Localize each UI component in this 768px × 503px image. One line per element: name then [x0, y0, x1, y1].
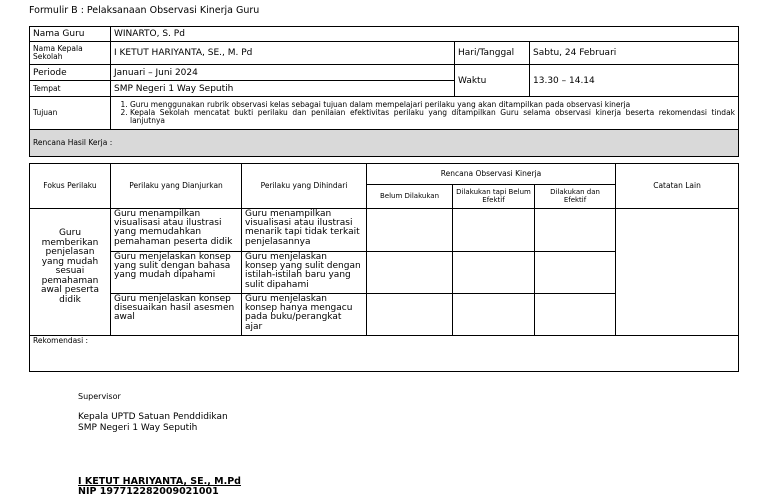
text-line: Guru menjelaskan: [245, 252, 327, 262]
jabatan-line-2: SMP Negeri 1 Way Seputih: [78, 423, 198, 433]
text-line: visualisasi atau ilustrasi: [245, 218, 353, 229]
text-line: menarik tapi tidak terkait: [245, 227, 360, 238]
checkbox-cell[interactable]: [535, 252, 616, 294]
rencana-hasil-kerja: Rencana Hasil Kerja :: [30, 130, 739, 157]
dihindari-cell: [242, 252, 367, 294]
text-line: yang sulit dengan bahasa: [114, 261, 231, 272]
dianjurkan-cell: [111, 252, 242, 294]
jabatan-line-1: Kepala UPTD Satuan Penddidikan: [78, 412, 228, 422]
nama-guru-label: Nama Guru: [30, 27, 111, 42]
text-line: konsep yang sulit dengan: [245, 261, 361, 272]
dihindari-cell: [242, 209, 367, 252]
tujuan-list: [111, 97, 739, 130]
waktu-label: Waktu: [455, 65, 530, 97]
col-dilakukan-efektif: Dilakukan dan Efektif: [535, 185, 616, 209]
form-title: Formulir B : Pelaksanaan Observasi Kinerja Guru: [29, 5, 260, 16]
col-rencana-observasi: Rencana Observasi Kinerja: [367, 164, 616, 185]
text-line: ajar: [245, 321, 263, 332]
checkbox-cell[interactable]: [453, 209, 535, 252]
text-line: Guru menjelaskan konsep: [114, 294, 231, 304]
periode-label: Periode: [30, 65, 111, 81]
waktu-value: 13.30 – 14.14: [530, 65, 739, 97]
text-line: Guru menampilkan: [245, 209, 332, 219]
text-line: konsep hanya mengacu: [245, 303, 353, 314]
text-line: awal: [114, 312, 135, 323]
col-fokus-perilaku: Fokus Perilaku: [30, 164, 111, 209]
nama-kepala-label: Nama Kepala Sekolah: [30, 42, 111, 65]
observation-table: [29, 163, 739, 372]
checkbox-cell[interactable]: [453, 252, 535, 294]
text-line: Guru menjelaskan: [245, 294, 327, 304]
text-line: yang memudahkan: [114, 227, 202, 238]
catatan-cell[interactable]: [616, 209, 739, 336]
checkbox-cell[interactable]: [367, 294, 453, 336]
text-line: pemahaman peserta didik: [114, 236, 233, 247]
text-line: disesuaikan hasil asesmen: [114, 303, 235, 314]
dianjurkan-cell: [111, 294, 242, 336]
tujuan-item: 1. Guru menggunakan rubrik observasi kelas sebagai tujuan dalam mempelajari perilaku yang akan ditampilkan pada observasi kinerja: [130, 101, 735, 109]
tempat-value: SMP Negeri 1 Way Seputih: [111, 81, 455, 97]
hari-value: Sabtu, 24 Februari: [530, 42, 739, 65]
nama-kepala-value: I KETUT HARIYANTA, SE., M. Pd: [111, 42, 455, 65]
supervisor-label: Supervisor: [78, 392, 121, 401]
text-line: Guru menampilkan: [114, 209, 201, 219]
text-line: penjelasannya: [245, 236, 311, 247]
col-belum-dilakukan: Belum Dilakukan: [367, 185, 453, 209]
fokus-perilaku-cell: Guru memberikan penjelasan yang mudah sesuai pemahaman awal peserta didik: [30, 209, 111, 336]
tujuan-item: 2. Kepala Sekolah mencatat bukti perilaku dan penilaian efektivitas perilaku yang ditampilkan Guru selama observasi kinerja beserta rekomendasi tindak lanjutnya: [130, 109, 735, 125]
text-line: yang mudah dipahami: [114, 270, 216, 281]
col-catatan-lain: Catatan Lain: [616, 164, 739, 209]
signer-name: I KETUT HARIYANTA, SE., M.Pd: [78, 476, 241, 487]
signer-nip: NIP 197712282009021001: [78, 486, 219, 497]
rekomendasi-cell[interactable]: Rekomendasi :: [30, 336, 739, 372]
header-table: [29, 26, 739, 157]
checkbox-cell[interactable]: [535, 209, 616, 252]
nama-guru-value: WINARTO, S. Pd: [111, 27, 739, 42]
dianjurkan-cell: [111, 209, 242, 252]
text-line: Guru menjelaskan konsep: [114, 252, 231, 262]
text-line: pada buku/perangkat: [245, 312, 342, 323]
text-line: istilah-istilah baru yang: [245, 270, 351, 281]
col-perilaku-dihindari: Perilaku yang Dihindari: [242, 164, 367, 209]
text-line: sulit dipahami: [245, 279, 309, 290]
periode-value: Januari – Juni 2024: [111, 65, 455, 81]
text-line: visualisasi atau ilustrasi: [114, 218, 222, 229]
checkbox-cell[interactable]: [367, 252, 453, 294]
checkbox-cell[interactable]: [453, 294, 535, 336]
col-dilakukan-belum-efektif: Dilakukan tapi Belum Efektif: [453, 185, 535, 209]
tempat-label: Tempat: [30, 81, 111, 97]
checkbox-cell[interactable]: [535, 294, 616, 336]
hari-label: Hari/Tanggal: [455, 42, 530, 65]
col-perilaku-dianjurkan: Perilaku yang Dianjurkan: [111, 164, 242, 209]
checkbox-cell[interactable]: [367, 209, 453, 252]
tujuan-label: Tujuan: [30, 97, 111, 130]
dihindari-cell: [242, 294, 367, 336]
